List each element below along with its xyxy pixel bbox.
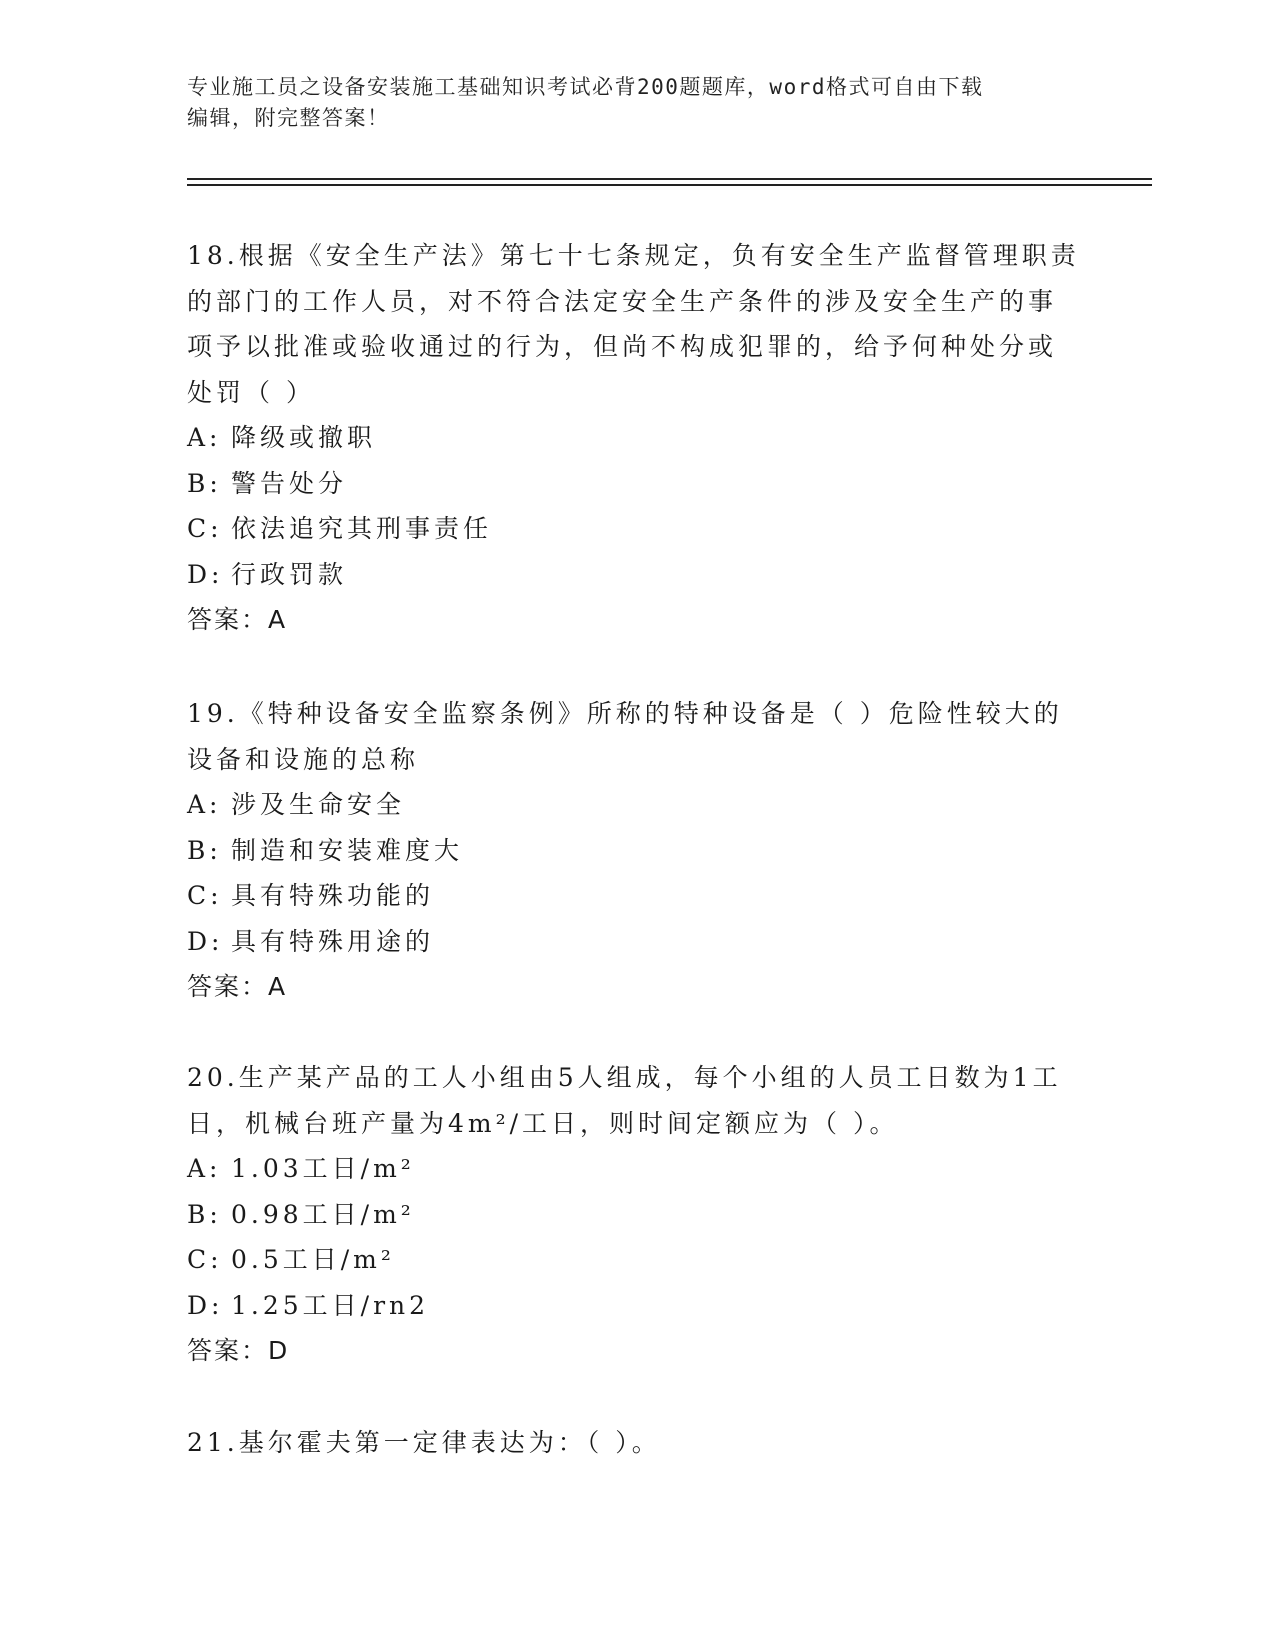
- option-c: [187, 873, 1087, 919]
- option-text: 行政罚款: [231, 559, 348, 589]
- option-text: 制造和安装难度大: [231, 835, 464, 865]
- option-text: 0.98工日/m²: [231, 1199, 415, 1229]
- question-line: 设备和设施的总称: [187, 744, 420, 774]
- question-19: [187, 691, 1087, 1010]
- option-a: [187, 782, 1087, 828]
- option-a: [187, 415, 1087, 461]
- answer-label: 答案：A: [187, 972, 288, 1001]
- option-letter: C:: [187, 881, 223, 910]
- option-text: 具有特殊用途的: [231, 926, 435, 956]
- document-header: [187, 72, 1087, 134]
- question-line: 项予以批准或验收通过的行为，但尚不构成犯罪的，给予何种处分或: [187, 332, 1058, 361]
- question-line: 21.基尔霍夫第一定律表达为：（ ）。: [187, 1428, 661, 1457]
- option-letter: B:: [187, 1199, 222, 1229]
- option-b: [187, 461, 1087, 507]
- option-letter: D:: [187, 926, 224, 956]
- question-line: 日，机械台班产量为4m²/工日，则时间定额应为（ ）。: [187, 1108, 899, 1138]
- option-text: 1.03工日/m²: [231, 1154, 415, 1183]
- question-21: [187, 1420, 1087, 1466]
- option-d: [187, 552, 1087, 598]
- option-letter: C:: [187, 1245, 223, 1274]
- option-text: 降级或撤职: [231, 423, 377, 452]
- option-letter: C:: [187, 514, 223, 543]
- question-stem: [187, 1055, 1087, 1146]
- question-stem: [187, 691, 1087, 782]
- option-c: [187, 506, 1087, 552]
- option-letter: D:: [187, 559, 224, 589]
- question-stem: [187, 1420, 1087, 1466]
- answer-label: 答案：D: [187, 1336, 290, 1365]
- option-text: 警告处分: [231, 468, 348, 498]
- question-stem: [187, 233, 1087, 415]
- option-c: [187, 1237, 1087, 1283]
- option-text: 具有特殊功能的: [231, 881, 435, 910]
- option-b: [187, 1192, 1087, 1238]
- option-letter: B:: [187, 468, 222, 498]
- option-b: [187, 828, 1087, 874]
- option-text: 0.5工日/m²: [231, 1245, 395, 1274]
- option-letter: A:: [187, 790, 222, 819]
- option-a: [187, 1146, 1087, 1192]
- question-20: [187, 1055, 1087, 1374]
- option-text: 依法追究其刑事责任: [231, 514, 493, 543]
- option-text: 涉及生命安全: [231, 790, 406, 819]
- header-divider-bottom: [187, 184, 1152, 186]
- question-18: [187, 233, 1087, 643]
- option-letter: A:: [187, 1154, 222, 1183]
- option-d: [187, 1283, 1087, 1329]
- header-divider-top: [187, 178, 1152, 180]
- question-line: 处罚（ ）: [187, 377, 315, 407]
- option-letter: B:: [187, 835, 222, 865]
- question-line: 19.《特种设备安全监察条例》所称的特种设备是（ ）危险性较大的: [187, 699, 1063, 728]
- header-line-2: 编辑，附完整答案！: [187, 106, 390, 130]
- answer-label: 答案：A: [187, 605, 288, 634]
- question-line: 20.生产某产品的工人小组由5人组成，每个小组的人员工日数为1工: [187, 1063, 1062, 1092]
- option-letter: A:: [187, 423, 222, 452]
- option-letter: D:: [187, 1290, 224, 1320]
- option-text: 1.25工日/rn2: [231, 1290, 430, 1320]
- question-line: 的部门的工作人员，对不符合法定安全生产条件的涉及安全生产的事: [187, 286, 1058, 316]
- option-d: [187, 919, 1087, 965]
- question-line: 18.根据《安全生产法》第七十七条规定，负有安全生产监督管理职责: [187, 241, 1080, 270]
- header-line-1: 专业施工员之设备安装施工基础知识考试必背200题题库，word格式可自由下载: [187, 75, 984, 99]
